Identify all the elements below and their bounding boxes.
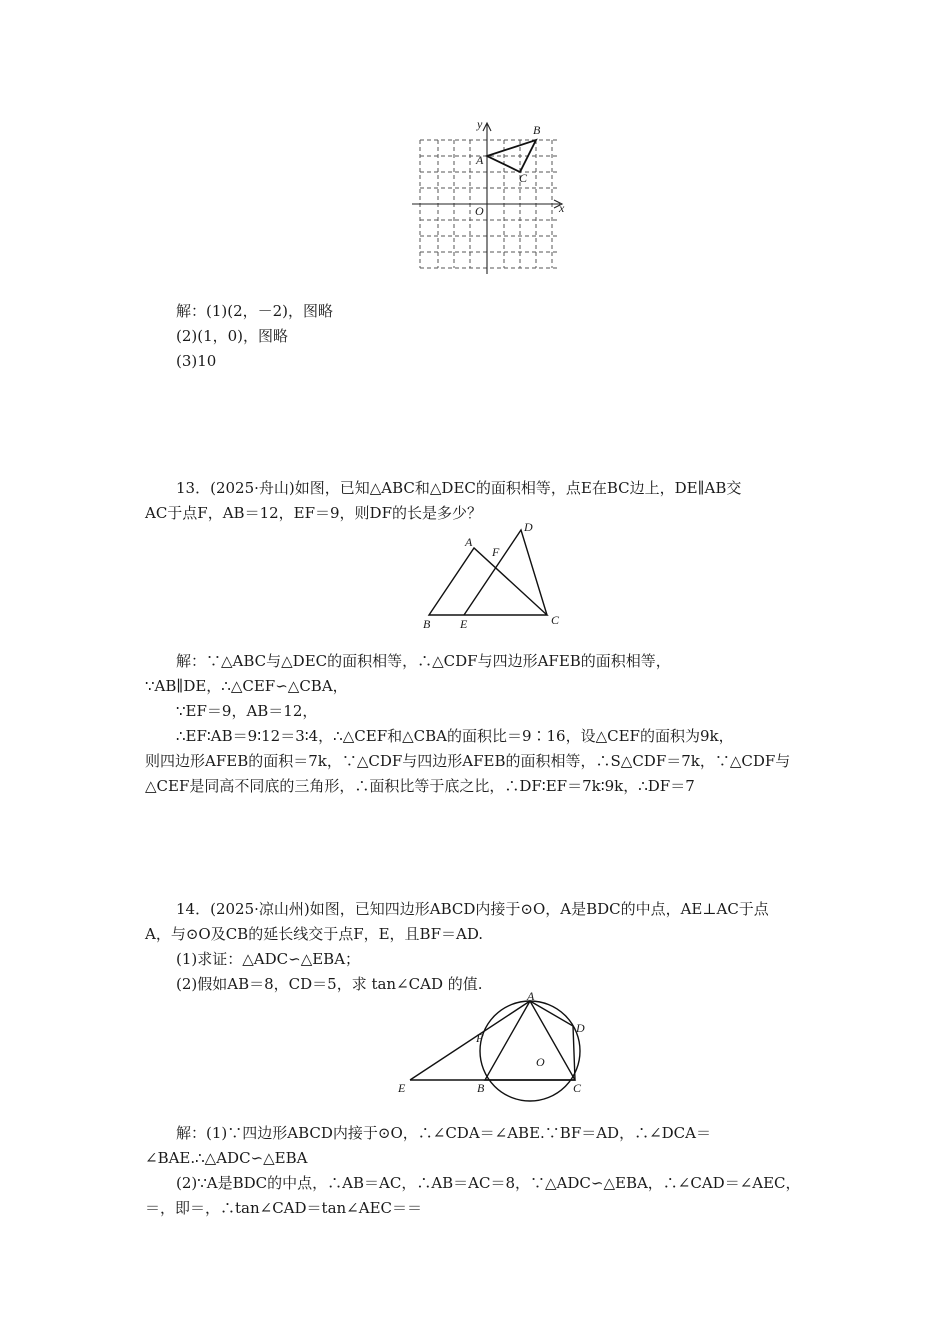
point-b-label: B [533, 123, 541, 137]
solution-13-line-2: ∵AB∥DE，∴△CEF∽△CBA， [145, 677, 348, 695]
solution-12-line-1: 解：(1)(2，－2)，图略 [176, 302, 334, 320]
origin-label: O [475, 204, 484, 218]
problem-14-line-4: (2)假如AB＝8，CD＝5，求 tan∠CAD 的值. [176, 975, 483, 993]
fig13-label-c: C [551, 613, 560, 627]
fig14-label-c: C [573, 1081, 582, 1095]
fig14-label-b: B [477, 1081, 485, 1095]
problem-13-line-2: AC于点F，AB＝12，EF＝9，则DF的长是多少？ [145, 504, 482, 522]
solution-13-line-3: ∵EF＝9，AB＝12， [176, 702, 318, 720]
solution-12-line-2: (2)(1，0)，图略 [176, 327, 289, 345]
solution-13-line-6: △CEF是同高不同底的三角形，∴面积比等于底之比，∴DF∶EF＝7k∶9k，∴DF＝7 [145, 777, 695, 795]
solution-13-line-1: 解：∵△ABC与△DEC的面积相等，∴△CDF与四边形AFEB的面积相等， [176, 652, 671, 670]
point-c-label: C [519, 171, 528, 185]
fig13-label-b: B [423, 617, 431, 631]
grid-figure [410, 118, 580, 278]
fig14-label-f: F [476, 1031, 484, 1045]
problem-13-line-1: 13．(2025·舟山)如图，已知△ABC和△DEC的面积相等，点E在BC边上，DE∥AB交 [176, 479, 742, 497]
axis-y-label: y [477, 118, 483, 131]
point-a-label: A [476, 153, 484, 167]
fig14-label-e: E [398, 1081, 406, 1095]
problem-14-line-3: (1)求证：△ADC∽△EBA； [176, 950, 361, 968]
fig13-label-f: F [492, 545, 500, 559]
fig13-label-e: E [460, 617, 468, 631]
fig14-label-a: A [527, 990, 535, 1003]
fig13-label-d: D [524, 520, 533, 534]
problem-14-line-2: A，与⊙O及CB的延长线交于点F，E，且BF＝AD. [145, 925, 484, 943]
solution-14-line-1: 解：(1)∵四边形ABCD内接于⊙O，∴∠CDA＝∠ABE.∵BF＝AD，∴∠DCA＝ [176, 1124, 711, 1142]
axis-x-label: x [559, 201, 565, 215]
solution-14-line-2: ∠BAE.∴△ADC∽△EBA [145, 1149, 308, 1167]
solution-12-line-3: (3)10 [176, 352, 217, 370]
fig14-label-d: D [576, 1021, 585, 1035]
fig13-label-a: A [465, 535, 473, 549]
circle-figure-14 [390, 990, 600, 1110]
solution-14-line-4: ＝，即＝，∴tan∠CAD＝tan∠AEC＝＝ [145, 1199, 422, 1217]
solution-13-line-5: 则四边形AFEB的面积＝7k，∵△CDF与四边形AFEB的面积相等，∴S△CDF＝7k，∵△CDF与 [145, 752, 791, 770]
problem-14-line-1: 14．(2025·凉山州)如图，已知四边形ABCD内接于⊙O，A是BDC的中点，AE⊥AC于点 [176, 900, 769, 918]
fig14-label-o: O [536, 1055, 545, 1069]
triangle-figure-13 [415, 518, 575, 633]
solution-14-line-3: (2)∵A是BDC的中点，∴AB＝AC，∴AB＝AC＝8，∵△ADC∽△EBA，∴∠CAD＝∠AEC， [176, 1174, 801, 1192]
solution-13-line-4: ∴EF∶AB＝9∶12＝3∶4，∴△CEF和△CBA的面积比＝9∶16，设△CEF的面积为9k， [176, 727, 734, 745]
